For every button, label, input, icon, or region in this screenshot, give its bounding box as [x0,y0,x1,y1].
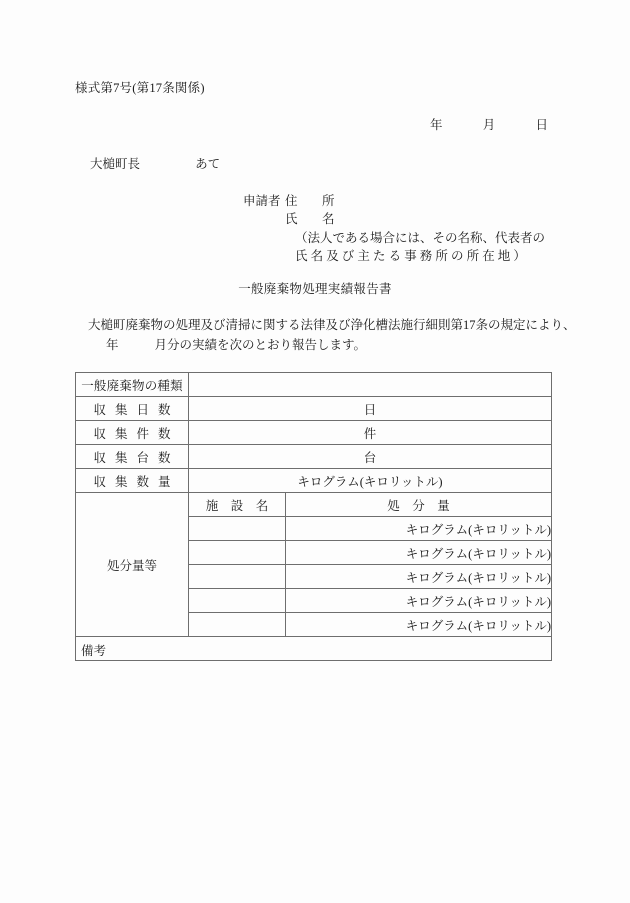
body-year-blank-label: 年 [106,338,119,352]
applicant-block [243,192,545,265]
page-title: 一般廃棄物処理実績報告書 [238,282,392,296]
disposal-amount-unit[interactable]: キログラム(キロリットル) [286,517,552,541]
disposal-amount-unit[interactable]: キログラム(キロリットル) [286,589,552,613]
row-value-collection-vehicles[interactable]: 台 [189,445,552,469]
form-code: 様式第7号(第17条関係) [75,81,205,95]
table-row [76,493,552,517]
body-paragraph [88,315,576,355]
applicant-name-row [243,210,545,228]
remarks-label: 備考 [81,644,107,658]
addressee-suffix: あて [195,157,221,171]
disposal-facility-input[interactable] [189,565,286,589]
table-row [76,397,552,421]
row-label-text: 一般廃棄物の種類 [81,378,183,393]
body-line-2-rest: 月分の実績を次のとおり報告します。 [154,338,367,352]
table-row [76,421,552,445]
table-row [76,373,552,397]
row-value-collection-cases[interactable]: 件 [189,421,552,445]
table-row [76,637,552,661]
applicant-name-label: 氏 名 [285,212,341,226]
applicant-note-line-1: （法人である場合には、その名称、代表者の [295,231,546,245]
row-label-text: 収集数量 [93,474,180,489]
row-value-waste-type[interactable] [189,373,552,397]
row-label-collection-amount [76,469,189,493]
disposal-amount-unit[interactable]: キログラム(キロリットル) [286,541,552,565]
body-line-2 [88,335,576,355]
row-label-text: 処分量等 [106,558,157,573]
body-line-1: 大槌町廃棄物の処理及び清掃に関する法律及び浄化槽法施行細則第17条の規定により、 [88,318,576,332]
table-row [76,445,552,469]
row-label-text: 収集件数 [93,426,180,441]
remarks-cell[interactable] [76,637,552,661]
applicant-label: 申請者 [243,194,281,208]
row-label-text: 収集日数 [93,402,180,417]
disposal-amount-unit[interactable]: キログラム(キロリットル) [286,565,552,589]
addressee-name: 大槌町長 [90,157,141,171]
disposal-facility-input[interactable] [189,541,286,565]
addressee-line [90,154,220,172]
date-line [430,115,548,133]
disposal-amount-unit[interactable]: キログラム(キロリットル) [286,613,552,637]
row-value-collection-days[interactable]: 日 [189,397,552,421]
disposal-facility-input[interactable] [189,589,286,613]
date-day-label: 日 [535,118,549,132]
row-label-collection-cases [76,421,189,445]
table-row [76,469,552,493]
disposal-facility-input[interactable] [189,613,286,637]
disposal-facility-input[interactable] [189,517,286,541]
row-label-disposal-amount [76,493,189,637]
row-label-collection-vehicles [76,445,189,469]
row-label-collection-days [76,397,189,421]
applicant-address-row [243,192,545,210]
report-table [75,372,552,661]
column-header-disposal-amount: 処 分 量 [286,493,552,517]
applicant-address-label: 住 所 [285,194,341,208]
date-year-label: 年 [430,118,443,132]
date-month-label: 月 [482,118,496,132]
row-label-text: 収集台数 [93,450,180,465]
applicant-note-line-2: 氏名及び主たる事務所の所在地） [295,249,530,263]
column-header-facility-name: 施 設 名 [189,493,286,517]
row-value-collection-amount[interactable]: キログラム(キロリットル) [189,469,552,493]
row-label-waste-type [76,373,189,397]
